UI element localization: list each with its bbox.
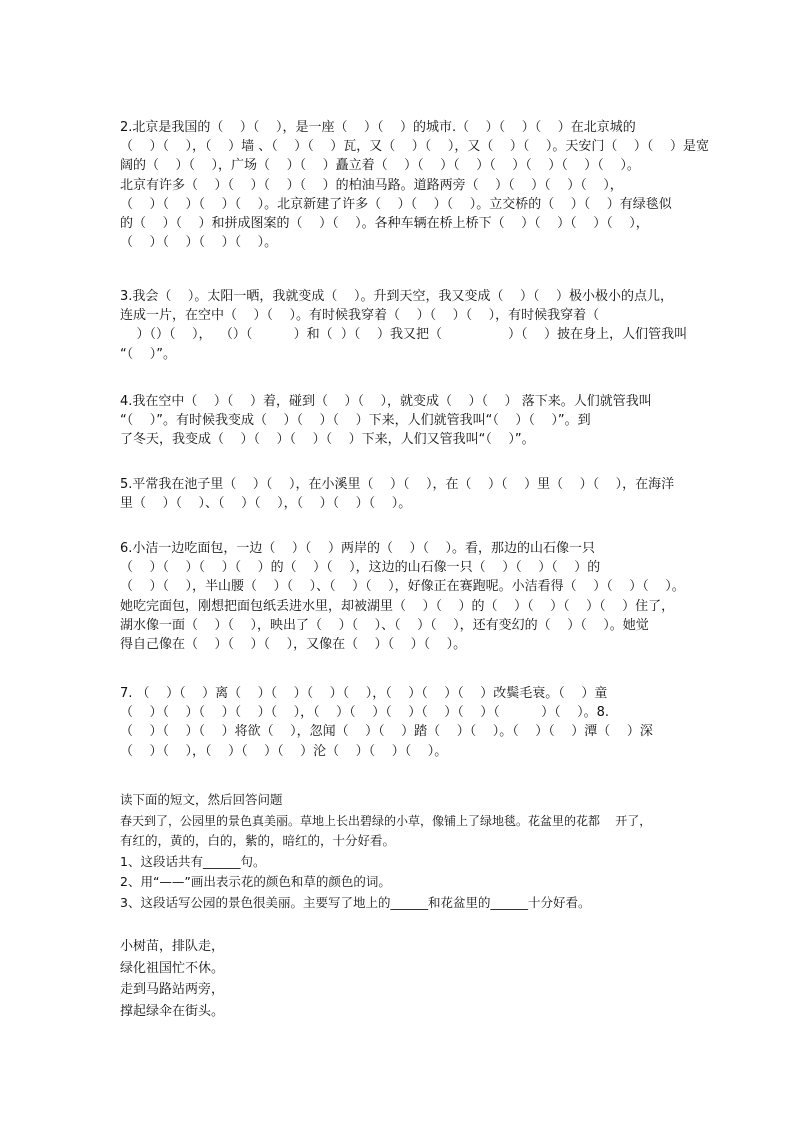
question-7-line: （ ）（ ），（ ）（ ）（ ）沦（ ）（ ）（ ）。 bbox=[120, 743, 448, 759]
reading-heading: 读下面的短文，然后回答问题 bbox=[120, 792, 283, 807]
question-2-line: （ ）（ ），（ ）墙 、（ ）（ ）瓦，又（ ）（ ），又（ ）（ ）。天安门（ ）（ ）是宽 bbox=[120, 139, 709, 155]
question-2-line: 北京有许多（ ）（ ）（ ）（ ）的柏油马路。道路两旁（ ）（ ）（ ）（ ）， bbox=[120, 177, 623, 193]
question-6-line: （ ）（ ），半山腰（ ）（ ）、（ ）（ ），好像正在赛跑呢。小洁看得（ ）（ ）（ ）。 bbox=[120, 579, 685, 595]
question-7-line: 7. （ ）（ ）离（ ）（ ）（ ）（ ），（ ）（ ）（ ）改鬓毛衰。（ ）童 bbox=[120, 686, 608, 701]
reading-question-3: 3、这段话写公园的景色很美丽。主要写了地上的______和花盆里的______十分好看。 bbox=[120, 894, 591, 910]
question-2-line: 的（ ）（ ）和拼成图案的（ ）（ ）。各种车辆在桥上桥下（ ）（ ）（ ）（ ）， bbox=[120, 215, 649, 231]
question-6-line: 得自己像在（ ）（ ）（ ），又像在（ ）（ ）（ ）。 bbox=[120, 636, 467, 652]
question-4 bbox=[120, 392, 680, 450]
question-7-line: （ ）（ ）（ ）（ ）（ ），（ ）（ ）（ ）（ ）（ ）（ ）（ ）。8. bbox=[120, 705, 610, 721]
question-5-line: 5.平常我在池子里（ ）（ ），在小溪里（ ）（ ），在（ ）（ ）里（ ）（ ），在海洋 bbox=[120, 477, 675, 492]
poem-line: 走到马路站两旁， bbox=[120, 982, 225, 997]
poem bbox=[120, 936, 420, 1022]
poem-line: 绿化祖国忙不休。 bbox=[120, 960, 225, 976]
question-6-line: 湖水像一面（ ）（ ），映出了（ ）（ ）、（ ）（ ），还有变幻的（ ）（ ）。她觉 bbox=[120, 617, 649, 633]
question-3-line: ）（）（ ）， （）（ ）和（ ）（ ）我又把（ ）（ ）披在身上，人们管我叫 bbox=[120, 327, 688, 343]
question-5 bbox=[120, 475, 680, 513]
question-2-line: 阔的（ ）（ ），广场（ ）（ ）矗立着（ ）（ ）（ ）（ ）（ ）（ ）（ ）。 bbox=[120, 158, 640, 174]
question-6 bbox=[120, 539, 685, 654]
question-5-line: 里（ ）（ ）、（ ）（ ），（ ）（ ）（ ）。 bbox=[120, 496, 412, 512]
question-2 bbox=[120, 118, 709, 252]
question-2-line: （ ）（ ）（ ）（ ）。 bbox=[120, 235, 278, 251]
reading-comprehension bbox=[120, 790, 700, 913]
question-4-line: 了冬天，我变成（ ）（ ）（ ）（ ）下来，人们又管我叫“（ ）”。 bbox=[120, 432, 535, 448]
poem-line: 撑起绿伞在街头。 bbox=[120, 1003, 225, 1019]
reading-passage-line: 春天到了，公园里的景色真美丽。草地上长出碧绿的小草，像铺上了绿地毯。花盆里的花都 开了， bbox=[120, 813, 652, 828]
question-4-line: “（ ）”。有时候我变成（ ）（ ）（ ）下来，人们就管我叫“（ ）（ ）”。到 bbox=[120, 413, 591, 429]
poem-line: 小树苗，排队走， bbox=[120, 939, 225, 954]
question-7 bbox=[120, 684, 680, 761]
question-2-line: （ ）（ ）（ ）（ ）。北京新建了许多（ ）（ ）（ ）。立交桥的（ ）（ ）有绿毯似 bbox=[120, 196, 672, 212]
question-3 bbox=[120, 287, 688, 364]
question-4-line: 4.我在空中（ ）（ ）着，碰到（ ）（ ），就变成（ ）（ ） 落下来。人们就管我叫 bbox=[120, 394, 652, 409]
reading-question-2: 2、用“——”画出表示花的颜色和草的颜色的词。 bbox=[120, 874, 391, 889]
question-6-line: （ ）（ ）（ ）（ ）的（ ）（ ），这边的山石像一只（ ）（ ）（ ）的 bbox=[120, 560, 601, 576]
question-6-line: 她吃完面包，刚想把面包纸丢进水里，却被湖里（ ）（ ）的（ ）（ ）（ ）（ ）住了， bbox=[120, 598, 675, 614]
reading-passage-line: 有红的，黄的，白的，紫的，暗红的，十分好看。 bbox=[120, 833, 396, 848]
question-3-line: 3.我会（ ）。太阳一晒，我就变成（ ）。升到天空，我又变成（ ）（ ）极小极小的点儿， bbox=[120, 289, 674, 304]
question-3-line: 连成一片，在空中（ ）（ ）。有时候我穿着（ ）（ ）（ ），有时候我穿着（ bbox=[120, 308, 600, 324]
question-7-line: （ ）（ ）（ ）将欲（ ），忽闻（ ）（ ）踏（ ）（ ）。（ ）（ ）潭（ ）深 bbox=[120, 724, 653, 740]
reading-question-1: 1、这段话共有______句。 bbox=[120, 853, 266, 869]
question-6-line: 6.小洁一边吃面包，一边（ ）（ ）两岸的（ ）（ ）。看，那边的山石像一只 bbox=[120, 541, 596, 556]
question-2-line: 2.北京是我国的（ ）（ ），是一座（ ）（ ）的城市.（ ）（ ）（ ）在北京城的 bbox=[120, 120, 636, 135]
question-3-line: “（ ）”。 bbox=[120, 346, 176, 362]
